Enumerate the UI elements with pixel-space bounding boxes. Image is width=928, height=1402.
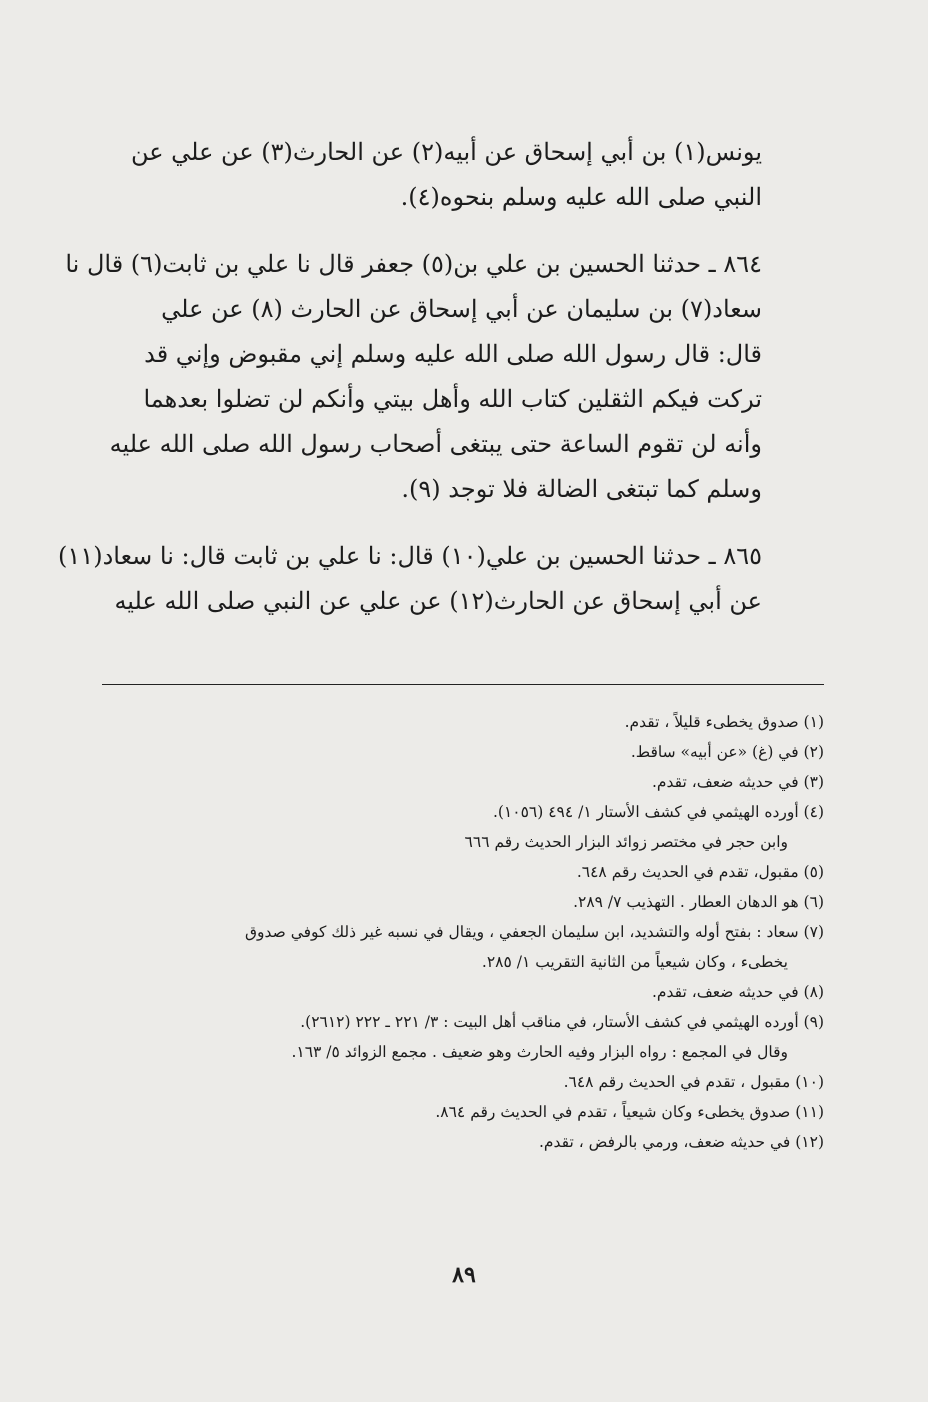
footnote-1: (١) صدوق يخطىء قليلاً ، تقدم. [624,713,824,731]
text-line: سعاد(٧) بن سليمان عن أبي إسحاق عن الحارث (٨) عن علي [161,295,762,323]
text-line: يونس(١) بن أبي إسحاق عن أبيه(٢) عن الحارث(٣) عن علي عن [130,138,762,166]
footnote-6: (٦) هو الدهان العطار . التهذيب ٧/ ٢٨٩. [573,893,824,911]
footnote-5: (٥) مقبول، تقدم في الحديث رقم ٦٤٨. [576,863,824,881]
footnote-divider [102,684,824,685]
footnote-9: (٩) أورده الهيثمي في كشف الأستار، في مناقب أهل البيت : ٣/ ٢٢١ ـ ٢٢٢ (٢٦١٢). [300,1013,824,1031]
footnote-8: (٨) في حديثه ضعف، تقدم. [652,983,824,1001]
hadith-865 [58,534,762,624]
footnote-11: (١١) صدوق يخطىء وكان شيعياً ، تقدم في الحديث رقم ٨٦٤. [435,1103,824,1121]
text-line: النبي صلى الله عليه وسلم بنحوه(٤). [400,183,762,211]
footnote-10: (١٠) مقبول ، تقدم في الحديث رقم ٦٤٨. [563,1073,824,1091]
paragraph-continuation [122,130,762,220]
text-line: ٨٦٥ ـ حدثنا الحسين بن علي(١٠) قال: نا علي بن ثابت قال: نا سعاد(١١) [58,542,762,570]
text-line: وسلم كما تبتغى الضالة فلا توجد (٩). [401,475,762,503]
text-line: ٨٦٤ ـ حدثنا الحسين بن علي بن(٥) جعفر قال نا علي بن ثابت(٦) قال نا [65,250,762,278]
footnote-9-continued: وقال في المجمع : رواه البزار وفيه الحارث وهو ضعيف . مجمع الزوائد ٥/ ١٦٣. [291,1043,788,1061]
hadith-864 [65,242,762,512]
footnote-4: (٤) أورده الهيثمي في كشف الأستار ١/ ٤٩٤ (١٠٥٦). [492,803,824,821]
footnote-4-continued: وابن حجر في مختصر زوائد البزار الحديث رقم ٦٦٦ [464,833,788,851]
page-number: ٨٩ [452,1262,476,1288]
footnotes [84,707,824,1157]
footnote-7: (٧) سعاد : بفتح أوله والتشديد، ابن سليمان الجعفي ، ويقال في نسبه غير ذلك كوفي صدوق [244,923,824,941]
footnote-3: (٣) في حديثه ضعف، تقدم. [652,773,824,791]
footnote-12: (١٢) في حديثه ضعف، ورمي بالرفض ، تقدم. [538,1133,824,1151]
footnote-2: (٢) في (غ) «عن أبيه» ساقط. [630,743,824,761]
main-text [58,130,762,624]
text-line: وأنه لن تقوم الساعة حتى يبتغى أصحاب رسول الله صلى الله عليه [109,430,762,458]
text-line: عن أبي إسحاق عن الحارث(١٢) عن علي عن النبي صلى الله عليه [114,587,762,615]
footnote-7-continued: يخطىء ، وكان شيعياً من الثانية التقريب ١/ ٢٨٥. [481,953,788,971]
text-line: تركت فيكم الثقلين كتاب الله وأهل بيتي وأنكم لن تضلوا بعدهما [143,385,762,413]
text-line: قال: قال رسول الله صلى الله عليه وسلم إني مقبوض وإني قد [144,340,762,368]
